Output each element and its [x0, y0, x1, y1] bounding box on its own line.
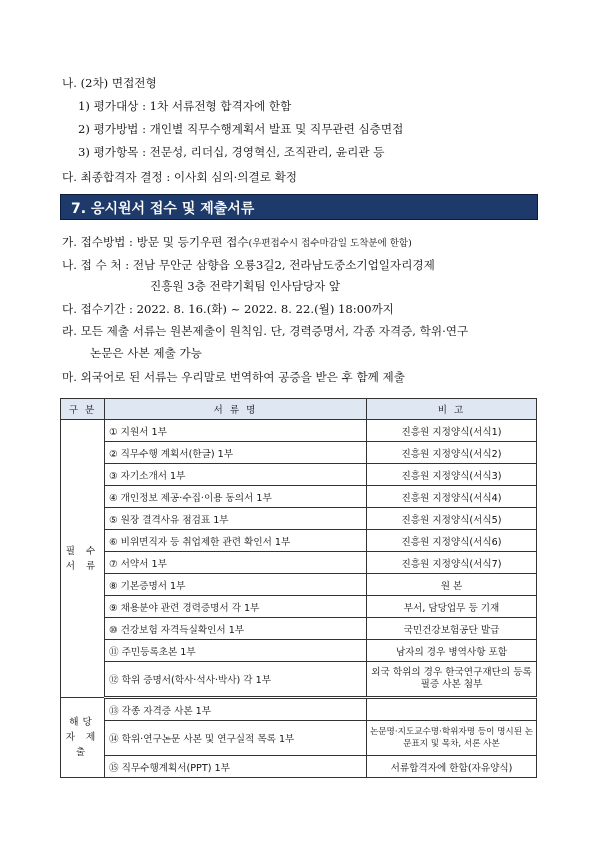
table-row — [61, 662, 537, 698]
category-applicable: 해당자 제 출 — [61, 698, 105, 778]
table-row — [61, 552, 537, 574]
note-cell: 서류합격자에 한함(자유양식) — [367, 756, 537, 778]
submission-method-text: 가. 접수방법 : 방문 및 등기우편 접수 — [62, 235, 249, 249]
table-row — [61, 574, 537, 596]
header-document: 서 류 명 — [105, 399, 367, 420]
header-note: 비 고 — [367, 399, 537, 420]
document-cell: ⑩ 건강보험 자격득실확인서 1부 — [105, 618, 367, 640]
final-decision-line: 다. 최종합격자 결정 : 이사회 심의·의결로 확정 — [62, 170, 297, 184]
original-docs-line-1: 라. 모든 제출 서류는 원본제출이 원칙임. 단, 경력증명서, 각종 자격증, 학위·연구 — [62, 324, 469, 338]
eval-method-item: 2) 평가방법 : 개인별 직무수행계획서 발표 및 직무관련 심층면접 — [78, 122, 404, 136]
note-cell: 진흥원 지정양식(서식2) — [367, 442, 537, 464]
submission-place-line-1: 나. 접 수 처 : 전남 무안군 삼향읍 오룡3길2, 전라남도중소기업일자리경제 — [62, 258, 435, 272]
table-row — [61, 420, 537, 442]
document-cell: ② 직무수행 계획서(한글) 1부 — [105, 442, 367, 464]
note-cell: 진흥원 지정양식(서식6) — [367, 530, 537, 552]
note-cell: 외국 학위의 경우 한국연구재단의 등록필증 사본 첨부 — [367, 662, 537, 698]
table-row — [61, 721, 537, 756]
table-row — [61, 596, 537, 618]
submission-method-note: (우편접수시 접수마감일 도착분에 한함) — [248, 238, 412, 249]
document-cell: ⑦ 서약서 1부 — [105, 552, 367, 574]
note-cell: 진흥원 지정양식(서식3) — [367, 464, 537, 486]
note-cell: 원 본 — [367, 574, 537, 596]
note-cell: 논문명·지도교수명·학위자명 등이 명시된 논문표지 및 목차, 서론 사본 — [367, 721, 537, 756]
section-heading-interview: 나. (2차) 면접전형 — [62, 76, 157, 90]
note-cell: 진흥원 지정양식(서식7) — [367, 552, 537, 574]
note-cell: 진흥원 지정양식(서식4) — [367, 486, 537, 508]
table-row — [61, 442, 537, 464]
header-category: 구 분 — [61, 399, 105, 420]
table-row — [61, 618, 537, 640]
submission-place-line-2: 진흥원 3층 전략기획팀 인사담당자 앞 — [150, 279, 341, 293]
section-7-title: 7. 응시원서 접수 및 제출서류 — [71, 201, 255, 217]
table-row — [61, 464, 537, 486]
document-cell: ⑮ 직무수행계획서(PPT) 1부 — [105, 756, 367, 778]
table-row — [61, 640, 537, 662]
document-cell: ① 지원서 1부 — [105, 420, 367, 442]
document-cell: ⑨ 채용분야 관련 경력증명서 각 1부 — [105, 596, 367, 618]
document-cell: ⑥ 비위면직자 등 취업제한 관련 확인서 1부 — [105, 530, 367, 552]
table-header-row — [61, 399, 537, 420]
document-cell: ⑤ 원장 결격사유 점검표 1부 — [105, 508, 367, 530]
note-cell: 국민건강보험공단 발급 — [367, 618, 537, 640]
required-documents-table — [60, 398, 537, 778]
table-row — [61, 530, 537, 552]
note-cell — [367, 698, 537, 721]
section-7-banner — [60, 194, 538, 220]
submission-period-line: 다. 접수기간 : 2022. 8. 16.(화) ~ 2022. 8. 22.(월) 18:00까지 — [62, 302, 394, 316]
note-cell: 부서, 담당업무 등 기재 — [367, 596, 537, 618]
eval-criteria-item: 3) 평가항목 : 전문성, 리더십, 경영혁신, 조직관리, 윤리관 등 — [78, 145, 385, 159]
submission-method-line — [62, 234, 412, 252]
document-cell: ⑭ 학위·연구논문 사본 및 연구실적 목록 1부 — [105, 721, 367, 756]
original-docs-line-2: 논문은 사본 제출 가능 — [90, 346, 202, 360]
note-cell: 남자의 경우 병역사항 포함 — [367, 640, 537, 662]
table-row — [61, 486, 537, 508]
document-cell: ⑧ 기본증명서 1부 — [105, 574, 367, 596]
document-cell: ④ 개인정보 제공·수집·이용 동의서 1부 — [105, 486, 367, 508]
table-row — [61, 756, 537, 778]
document-cell: ⑫ 학위 증명서(학사·석사·박사) 각 1부 — [105, 662, 367, 698]
eval-target-item: 1) 평가대상 : 1차 서류전형 합격자에 한함 — [78, 99, 292, 113]
note-cell: 진흥원 지정양식(서식1) — [367, 420, 537, 442]
table-row — [61, 698, 537, 721]
category-required: 필 수 서 류 — [61, 420, 105, 698]
foreign-docs-line: 마. 외국어로 된 서류는 우리말로 번역하여 공증을 받은 후 함께 제출 — [62, 370, 405, 384]
document-cell: ⑬ 각종 자격증 사본 1부 — [105, 698, 367, 721]
table-row — [61, 508, 537, 530]
note-cell: 진흥원 지정양식(서식5) — [367, 508, 537, 530]
document-cell: ③ 자기소개서 1부 — [105, 464, 367, 486]
document-cell: ⑪ 주민등록초본 1부 — [105, 640, 367, 662]
